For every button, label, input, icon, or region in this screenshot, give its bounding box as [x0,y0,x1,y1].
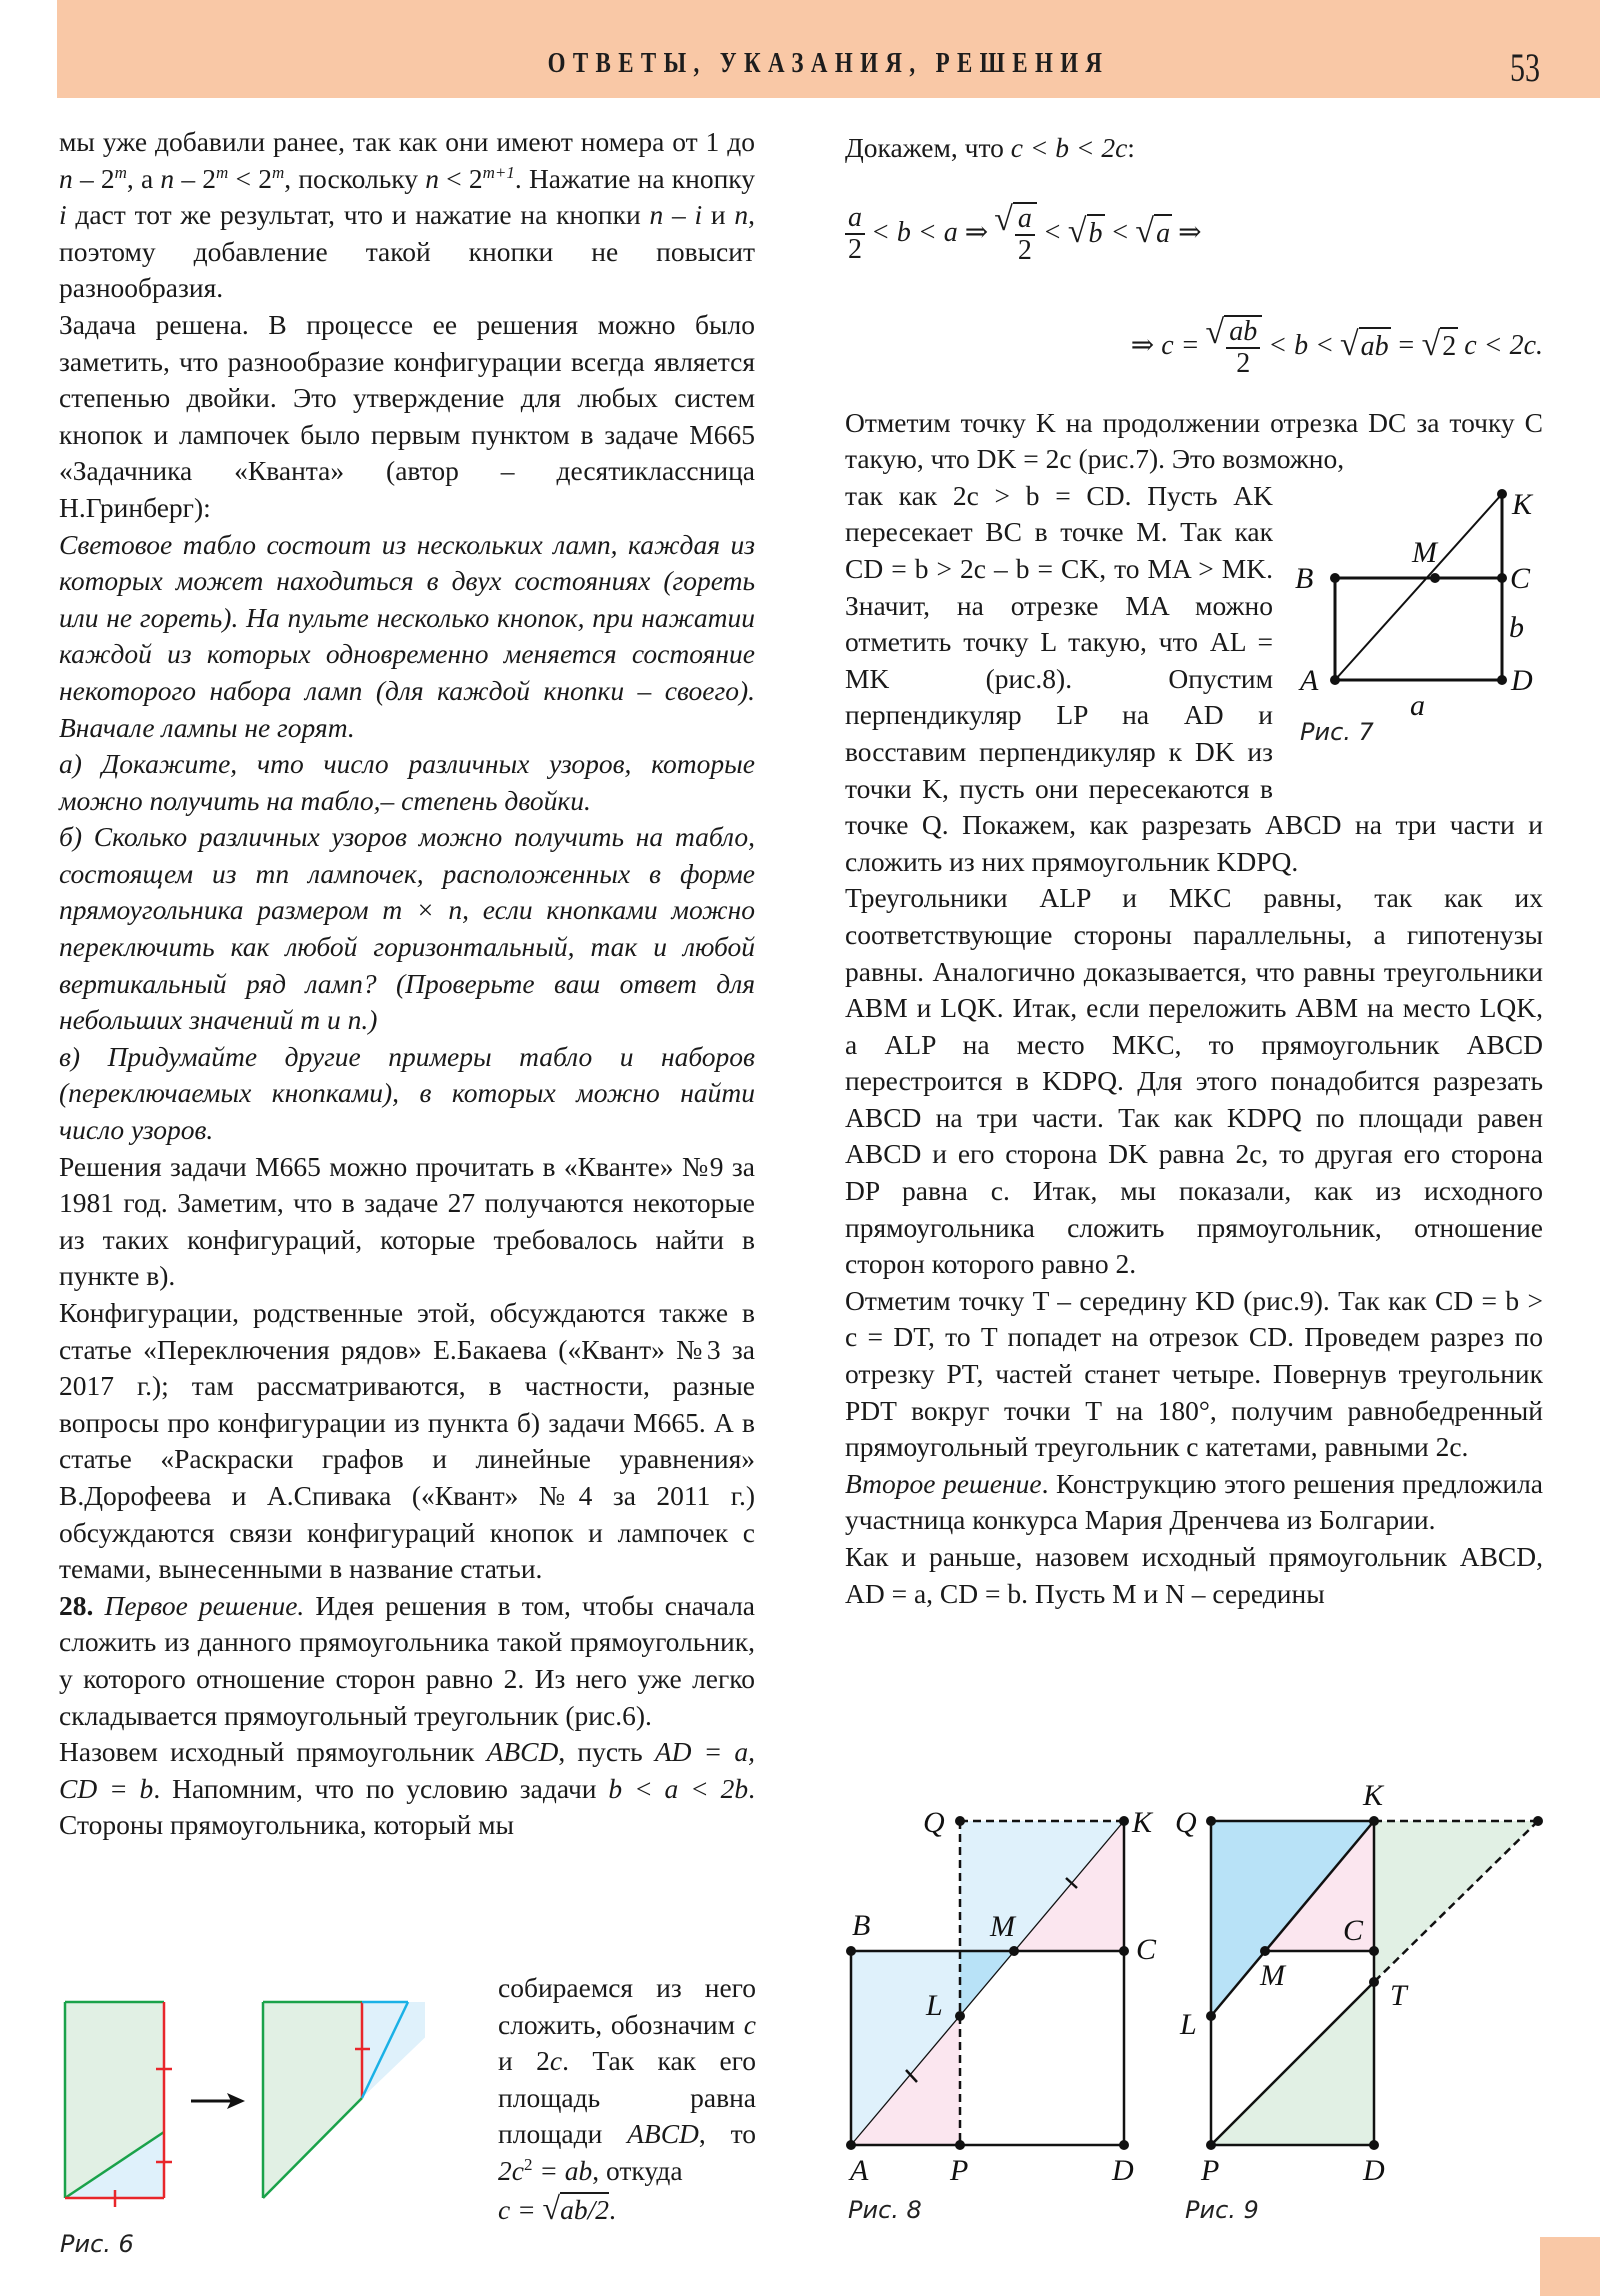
paragraph: Докажем, что c < b < 2c: [845,132,1135,163]
paragraph: 28. Первое решение. Идея решения в том, чтобы сначала сложить из данного прямоугольника такой прямоугольник, у которого отношение сторон равно 2. Из него уже легко складывается прямоугольный треугольник (рис.6). [59,1589,755,1731]
paragraph: Как и раньше, назовем исходный прямоугольник ABCD, AD = a, CD = b. Пусть M и N – середины [845,1541,1543,1609]
label-L: L [926,1989,943,2022]
solution-label: Второе решение [845,1467,1042,1499]
equation-line-2: ⇒ c = √ $\frac{ab}{2}$ < b < √ ab = √ 2 c < 2c. [1130,313,1543,379]
figure-9-caption: Рис. 9 [1185,2196,1259,2224]
label-D: D [1363,2154,1385,2180]
label-a: a [1410,689,1425,722]
right-column [845,130,1543,1612]
paragraph: Второе решение. Конструкцию этого решения предложила участница конкурса Мария Дренчева из Болгарии. [845,1467,1543,1536]
label-A: A [1300,664,1319,697]
paragraph: Треугольники ALP и MKC равны, так как их соответствующие стороны параллельны, а гипотенузы равны. Аналогично доказывается, что равны треугольники ABM и LQK. Итак, если переложить ABM на место LQK, а ALP на место MKC, то прямоугольник ABCD перестроится в KDPQ. Для этого понадобится разрезать ABCD на три части. Так как KDPQ по площади равен ABCD и его сторона DK равна 2c, то другая его сторона DP равна c. Итак, мы показали, как из исходного прямоугольника сложить прямоугольник, отношение сторон которого равно 2. [845,882,1543,1280]
paragraph: Отметим точку T – середину KD (рис.9). Так как CD = b > c = DT, то T попадет на отрезок CD. Проведем разрез по отрезку PT, частей станет четыре. Повернув треугольник PDT вокруг точки T на 180°, получим равнобедренный прямоугольный треугольник с катетами, равными 2c. [845,1284,1543,1463]
problem-part-c: в) Придумайте другие примеры табло и наборов (переключаемых кнопками), в которых можно найти число узоров. [59,1040,755,1146]
label-D: D [1112,2154,1134,2180]
paragraph: мы уже добавили ранее, так как они имеют номера от 1 до n – 2$^m$, а $n - 2^m < 2^m$, поскольку $n < 2^{m+1}$. Нажатие на кнопку i даст тот же результат, что и нажатие на кнопки n – i и n, поэтому добавление такой кнопки не повысит разнообразия. [59,126,756,304]
problem-part-a: а) Докажите, что число различных узоров, которые можно получить на табло,– степень двойки. [59,748,755,816]
figure-7 [1285,470,1565,730]
label-K: K [1132,1806,1153,1839]
page-number: 53 [1510,45,1540,90]
label-C: C [1136,1933,1157,1966]
figure-9 [1160,1760,1580,2180]
label-Q: Q [923,1806,945,1839]
label-M: M [1260,1959,1285,1992]
left-column [59,124,755,1844]
paragraph: Конфигурации, родственные этой, обсуждаются также в статье «Переключения рядов» Е.Бакаева («Квант» №3 за 2017 г.); там рассматриваются, в частности, разные вопросы про конфигурации из пункта б) задачи М665. А в статье «Раскраски графов и линейные уравнения» В.Дорофеева и А.Спивака («Квант» №4 за 2011 г.) обсуждаются связи конфигураций кнопок и лампочек с темами, вынесенными в название статьи. [59,1297,755,1585]
page-corner-tab [1540,2237,1600,2296]
equation-line-1: $\frac{a}{2}$ < b < a ⇒ √ $\frac{a}{2}$ < √ b < √ a ⇒ [845,202,1202,266]
paragraph: собираемся из него сложить, обозначим c и 2c. Так как его площадь равна площади ABCD, то $2c^2$ = ab, откуда c = √ab/2. [498,1972,756,2226]
problem-statement: Световое табло состоит из нескольких ламп, каждая из которых может находиться в двух состояниях (гореть или не гореть). На пульте несколько кнопок, при нажатии каждой из которых одновременно меняется состояние некоторого набора ламп (для каждой кнопки – своего). Вначале лампы не горят. [59,528,755,743]
label-D: D [1511,664,1533,697]
paragraph: Назовем исходный прямоугольник ABCD, пусть AD = a, CD = b. Напомним, что по условию задачи b < a < 2b. Стороны прямоугольника, который мы [59,1736,755,1841]
paragraph: Отметим точку K на продолжении отрезка DC за точку C такую, что DK = 2c (рис.7). Это возможно, [845,406,1543,475]
figure-6 [55,1985,425,2215]
label-P: P [1201,2154,1220,2180]
figure-8 [830,1760,1170,2180]
inequality-derivation [845,167,1543,397]
label-B: B [1295,562,1314,595]
label-P: P [950,2154,969,2180]
arrow-icon [191,2093,245,2109]
problem-number: 28. [59,1589,94,1621]
label-B: B [852,1909,871,1942]
figure-8-caption: Рис. 8 [848,2196,922,2224]
problem-part-b: б) Сколько различных узоров можно получить на табло, состоящем из mn лампочек, расположенных в форме прямоугольника размером m × n, если кнопками можно переключить как любой горизонтальный, так и любой вертикальный ряд ламп? (Проверьте ваш ответ для небольших значений m и n.) [59,821,755,1036]
label-T: T [1390,1979,1407,2012]
label-Q: Q [1175,1806,1197,1839]
figure-7-caption: Рис. 7 [1300,718,1374,746]
label-A: A [850,2154,869,2180]
label-M: M [990,1910,1015,1943]
label-M: M [1412,536,1437,569]
section-title: ОТВЕТЫ, УКАЗАНИЯ, РЕШЕНИЯ [547,48,1110,79]
label-C: C [1343,1914,1364,1947]
fig6-right-green-piece [263,2002,362,2198]
label-L: L [1180,2008,1197,2041]
label-b: b [1509,611,1524,644]
paragraph: Задача решена. В процессе ее решения можно было заметить, что разнообразие конфигурации всегда является степенью двойки. Это утверждение для любых систем кнопок и лампочек было первым пунктом в задаче М665 «Задачника «Кванта» (автор – десятиклассница Н.Гринберг): [59,308,755,523]
paragraph: так как 2c > b = CD. Пусть AK пересекает BC в точке M. Так как CD = b > 2c – b = CK, то MA > MK. Значит, на отрезке MA можно отметить точку L такую, что AL = MK (рис.8). Опустим перпендикуляр LP на AD и восставим перпендикуляр к DK из точки K, пусть они пересекаются в точке Q. Покажем, как разрезать ABCD на три части и сложить из них прямоугольник KDPQ. [845,479,1543,877]
label-K: K [1363,1779,1384,1812]
paragraph: Решения задачи М665 можно прочитать в «Кванте» №9 за 1981 год. Заметим, что в задаче 27 получаются некоторые из таких конфигураций, которые требовалось найти в пункте в). [59,1150,755,1292]
figure-6-caption: Рис. 6 [60,2230,134,2258]
label-C: C [1510,562,1531,595]
running-header [57,0,1600,98]
solution-label: Первое решение. [104,1589,305,1621]
label-K: K [1512,488,1533,521]
